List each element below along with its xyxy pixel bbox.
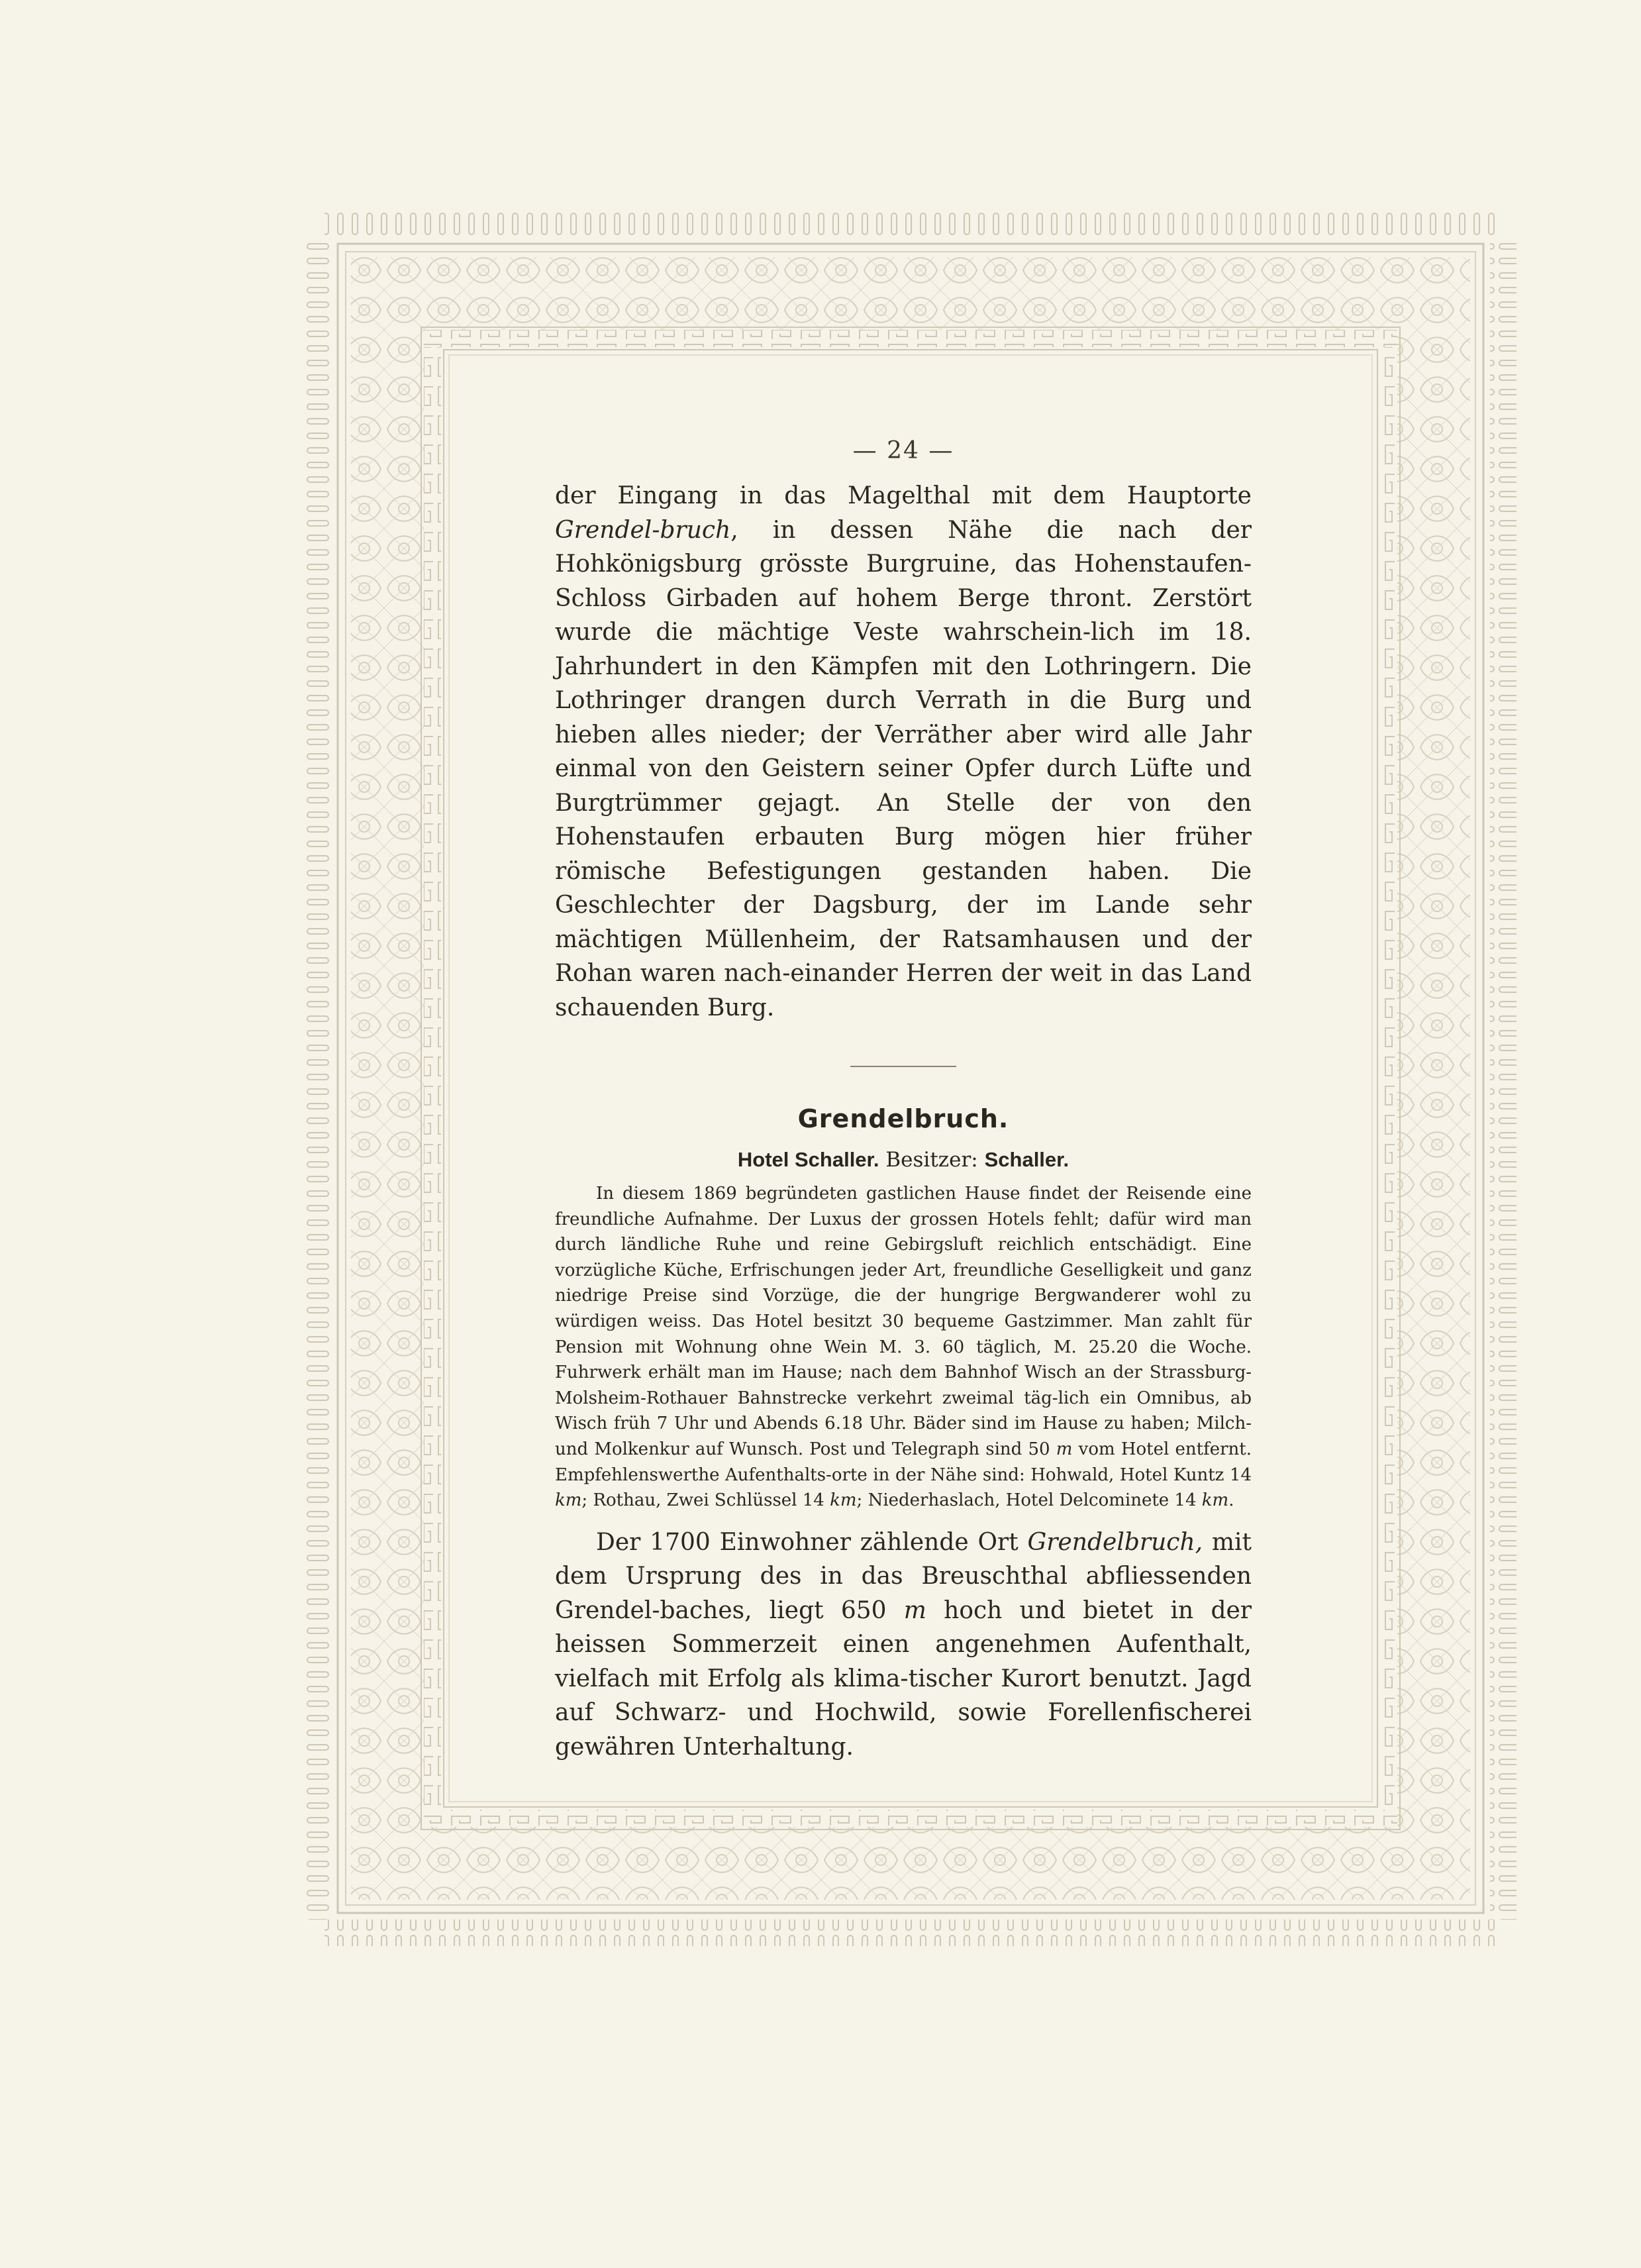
- section-divider: [850, 1066, 956, 1067]
- italic-run: km: [555, 1490, 582, 1511]
- owner-name: Schaller.: [984, 1148, 1069, 1171]
- italic-run: Grendelbruch,: [1027, 1528, 1203, 1556]
- italic-run: m: [903, 1596, 926, 1624]
- intro-paragraph: der Eingang in das Magelthal mit dem Hauptorte Grendel-bruch, in dessen Nähe die nach der Hohkönigsburg grösste Burgruine, das Hohenstaufen-Schloss Girbaden auf hohem Berge thront. Zerstört wurde die mächtige Veste wahrschein-lich im 18. Jahrhundert in den Kämpfen mit den Lothringern. Die Lothringer drangen durch Verrath in die Burg und hieben alles nieder; der Verräther aber wird alle Jahr einmal von den Geistern seiner Opfer durch Lüfte und Burgtrümmer gejagt. An Stelle der von den Hohenstaufen erbauten Burg mögen hier früher römische Befestigungen gestanden haben. Die Geschlechter der Dagsburg, der im Lande sehr mächtigen Müllenheim, der Ratsamhausen und der Rohan waren nach-einander Herren der weit in das Land schauenden Burg.: [555, 482, 1252, 1021]
- owner-label: Besitzer:: [885, 1148, 978, 1172]
- hotel-heading: [555, 1148, 1252, 1172]
- italic-run: km: [1201, 1490, 1229, 1511]
- italic-run: m: [1056, 1439, 1073, 1459]
- italic-run: km: [830, 1490, 857, 1511]
- italic-run: Grendel-bruch: [555, 516, 731, 544]
- section-title: Grendelbruch.: [797, 1104, 1009, 1133]
- hotel-name: Hotel Schaller.: [737, 1148, 879, 1171]
- hotel-description: In diesem 1869 begründeten gastlichen Hause findet der Reisende eine freundliche Aufnahme. Der Luxus der grossen Hotels fehlt; dafür wird man durch ländliche Ruhe und reine Gebirgsluft reichlich entschädigt. Eine vorzügliche Küche, Erfrischungen jeder Art, freundliche Geselligkeit und ganz niedrige Preise sind Vorzüge, die der hungrige Bergwanderer wohl zu würdigen weiss. Das Hotel besitzt 30 bequeme Gastzimmer. Man zahlt für Pension mit Wohnung ohne Wein M. 3. 60 täglich, M. 25.20 die Woche. Fuhrwerk erhält man im Hause; nach dem Bahnhof Wisch an der Strassburg-Molsheim-Rothauer Bahnstrecke verkehrt zweimal täg-lich ein Omnibus, ab Wisch früh 7 Uhr und Abends 6.18 Uhr. Bäder sind im Hause zu haben; Milch- und Molkenkur auf Wunsch. Post und Telegraph sind 50 m vom Hotel entfernt. Empfehlenswerthe Aufenthalts-orte in der Nähe sind: Hohwald, Hotel Kuntz 14 km; Rothau, Zwei Schlüssel 14 km; Niederhaslach, Hotel Delcominete 14 km.: [555, 1184, 1252, 1511]
- page-number: — 24 —: [852, 437, 954, 464]
- page-content: [555, 437, 1252, 1764]
- town-paragraph: Der 1700 Einwohner zählende Ort Grendelbruch, mit dem Ursprung des in das Breuschthal abfliessenden Grendel-baches, liegt 650 m hoch und bietet in der heissen Sommerzeit einen angenehmen Aufenthalt, vielfach mit Erfolg als klima-tischer Kurort benutzt. Jagd auf Schwarz- und Hochwild, sowie Forellenfischerei gewähren Unterhaltung.: [555, 1528, 1252, 1761]
